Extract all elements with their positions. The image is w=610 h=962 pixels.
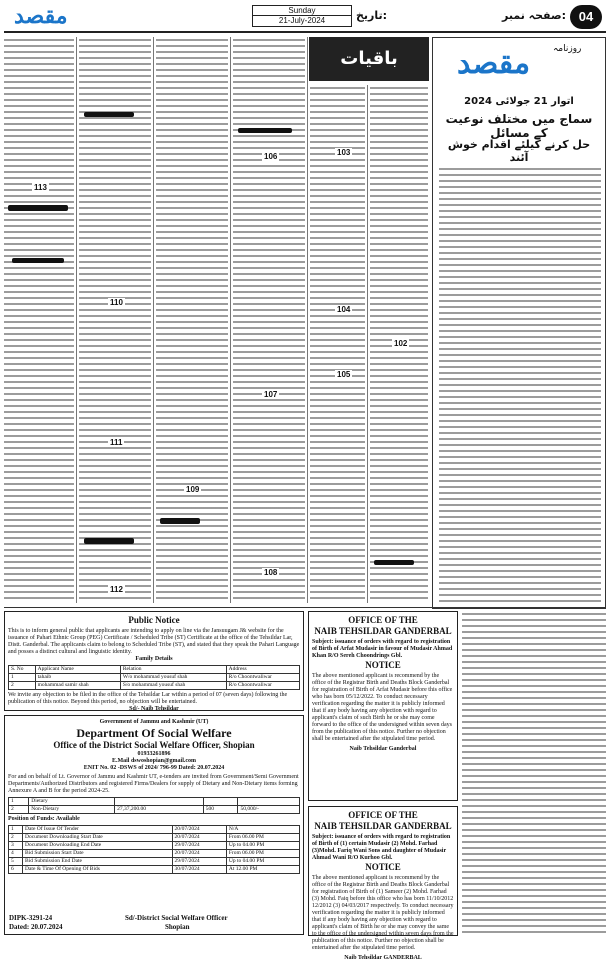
table-row bbox=[9, 842, 300, 850]
funds-position: Position of Funds: Available bbox=[8, 816, 80, 822]
public-notice bbox=[4, 611, 304, 711]
editorial-panel bbox=[432, 37, 606, 609]
edition-label: روزنامہ bbox=[553, 44, 582, 54]
office-phone: 01933261896 bbox=[137, 751, 171, 757]
notice-title: NAIB TEHSILDAR GANDERBAL bbox=[314, 821, 452, 831]
newspaper-logo: مقصد bbox=[14, 3, 68, 29]
table-row bbox=[9, 826, 300, 834]
date-label: تاریخ: bbox=[356, 9, 388, 22]
department-title: Department Of Social Welfare bbox=[76, 726, 232, 740]
date-box bbox=[252, 5, 352, 27]
table-header: Address bbox=[226, 666, 299, 674]
table-cell: 4 bbox=[9, 850, 23, 858]
public-notice-title: Public Notice bbox=[128, 615, 180, 625]
table-cell: 1 bbox=[9, 826, 23, 834]
table-header: Applicant Name bbox=[35, 666, 120, 674]
text-column-5 bbox=[310, 85, 365, 603]
table-cell: 1 bbox=[9, 674, 36, 682]
table-cell: 3 bbox=[9, 842, 23, 850]
continuation-number: 104 bbox=[337, 305, 351, 314]
table-row bbox=[9, 806, 300, 814]
table-cell: 30/07/2024 bbox=[172, 866, 226, 874]
notice-title: NAIB TEHSILDAR GANDERBAL bbox=[314, 626, 452, 636]
continuation-number: 111 bbox=[110, 438, 123, 447]
editorial-logo: مقصد bbox=[457, 46, 531, 81]
editorial-subheadline: حل کرنے کیلئے اقدام خوش آئند bbox=[447, 138, 591, 164]
continuation-number: 106 bbox=[264, 152, 278, 161]
table-cell: 5 bbox=[9, 858, 23, 866]
public-notice-body: This is to inform general public that applicants are intending to apply on line via the Jansuugam J& website for the issuance of Pahari Ethnic Group (PEG) Certificate / Scheduled Tribe (ST) Certificate at the office of the Tehsildar Lar, Distt. Ganderbal. The applicants claim to belong to Scheduled Tribe (ST), and stated that they speak the Pahari Language and posses a distinct cultural and linguistic identity. bbox=[8, 628, 300, 655]
date-text: 21-July-2024 bbox=[278, 16, 326, 25]
table-row bbox=[9, 834, 300, 842]
tehsil-notice-2 bbox=[308, 806, 458, 961]
table-cell: mohammad samir shah bbox=[35, 682, 120, 690]
table-row bbox=[9, 798, 300, 806]
table-cell: tahaib bbox=[35, 674, 120, 682]
table-cell: 50,000/- bbox=[238, 806, 300, 814]
continuation-number: 107 bbox=[264, 390, 278, 399]
masthead bbox=[4, 3, 606, 33]
table-row bbox=[9, 866, 300, 874]
table-cell: 20/07/2024 bbox=[172, 850, 226, 858]
dipk-number: DIPK-3291-24 bbox=[9, 914, 53, 922]
notice-office: OFFICE OF THE bbox=[348, 810, 418, 820]
schedule-table bbox=[8, 825, 300, 874]
editorial-headline: سماج میں مختلف نوعیت کے مسائل bbox=[445, 112, 593, 140]
office-email: E.Mail dswoshopian@gmail.com bbox=[111, 758, 197, 764]
table-cell: 2 bbox=[9, 682, 36, 690]
table-cell: S/o mohammad yousuf shah bbox=[120, 682, 226, 690]
gov-line: Government of Jammu and Kashmir (UT) bbox=[99, 719, 209, 725]
table-cell: R/o Choontwaliwar bbox=[226, 674, 299, 682]
table-cell: W/o mohammad yousuf shah bbox=[120, 674, 226, 682]
text-column-1 bbox=[4, 37, 74, 603]
tender-intro: For and on behalf of Lt. Governor of Jammu and Kashmir UT, e-tenders are invited from Government/Semi Government Departments/Authorized Distributors and registered Firms/Dealers for supply of Dietary and Non-Dietary items forming Annexure A and B for the period 2024-25. bbox=[8, 774, 299, 794]
table-row bbox=[9, 674, 300, 682]
table-row bbox=[9, 858, 300, 866]
notice-body: The above mentioned applicant is recommend by the office of the Registrar Birth and Deaths Block Ganderbal for registration of Birth of Arfat Mudasir before this office who has born 05/12/2022. To conduct necessary verification regarding the matter it is publicly informed that if any body having any objection with regard to applicant's claim of such Birth he or she may come forward to the office of the undersigned within seven days from the publication of this notice. Further no objection shall be entertained after the stipulated time period. bbox=[312, 673, 453, 742]
notice-heading: NOTICE bbox=[365, 862, 401, 872]
notice-heading: NOTICE bbox=[365, 660, 401, 670]
continuation-number: 102 bbox=[394, 339, 408, 348]
table-cell: 6 bbox=[9, 866, 23, 874]
table-header: Relation bbox=[120, 666, 226, 674]
text-column-4 bbox=[233, 37, 305, 603]
tender-dated: Dated: 20.07.2024 bbox=[9, 923, 63, 931]
continuation-number: 110 bbox=[110, 298, 123, 307]
continuation-number: 105 bbox=[337, 370, 351, 379]
table-cell: 20/07/2024 bbox=[172, 834, 226, 842]
table-cell: Dietary bbox=[29, 798, 115, 806]
office-title: Office of the District Social Welfare Officer, Shopian bbox=[53, 740, 255, 750]
table-cell: From 06.00 PM bbox=[226, 850, 299, 858]
notice-signature: Naib Tehsildar GANDERBAL bbox=[344, 955, 422, 961]
table-cell: Document Downloading Start Date bbox=[23, 834, 173, 842]
table-cell: 500 bbox=[203, 806, 238, 814]
notice-body: The above mentioned applicant is recommend by the office of the Registrar Birth and Deaths Block Ganderbal for registration of Birth of (1) Sameer (2) Mohd. Farhad (3) Mohd. Faiq before this office who has born 11/10/2012 12/2012 (3) 04/03/2017 respectively. To conduct necessary verification regarding the matter it is publicly informed that if any body having any objection with regard to applicant's claim of Birth he or she may convey the same to the office of the undersigned within seven days from the publication of this notice. Further no objection shall be entertained after the stipulated time period. bbox=[312, 875, 454, 951]
notice-office: OFFICE OF THE bbox=[348, 615, 418, 625]
table-cell: Date Of Issue Of Tender bbox=[23, 826, 173, 834]
table-cell: Bid Submission End Date bbox=[23, 858, 173, 866]
table-cell: 2 bbox=[9, 806, 29, 814]
table-cell: 27,37,200.00 bbox=[115, 806, 204, 814]
table-row bbox=[9, 682, 300, 690]
continuation-number: 108 bbox=[264, 568, 278, 577]
table-cell: 1 bbox=[9, 798, 29, 806]
table-header: S. No bbox=[9, 666, 36, 674]
table-cell: R/o Choontwaliwar bbox=[226, 682, 299, 690]
family-table bbox=[8, 665, 300, 690]
notice-subject: Subject: issuance of orders with regard to registration of Birth of Arfat Mudasir in favour of Mudasir Ahmad Khan R/O Sereh Choondrings Gbl. bbox=[312, 639, 453, 659]
table-cell: Up to 04.00 PM bbox=[226, 858, 299, 866]
tender-place: Shopian bbox=[165, 923, 190, 931]
continuation-number: 112 bbox=[110, 585, 123, 594]
editorial-date: اتوار 21 جولائی 2024 bbox=[464, 96, 574, 107]
tender-items-table bbox=[8, 797, 300, 814]
table-cell bbox=[115, 798, 204, 806]
table-cell: 20/07/2024 bbox=[172, 826, 226, 834]
text-column-2 bbox=[79, 37, 151, 603]
table-cell bbox=[203, 798, 238, 806]
page-label: صفحہ نمبر: bbox=[502, 9, 566, 22]
notice-signature: Naib Tehsildar Ganderbal bbox=[349, 746, 417, 752]
table-cell: Non-Dietary bbox=[29, 806, 115, 814]
page-number: 04 bbox=[570, 5, 602, 29]
table-cell: Bid Submission Start Date bbox=[23, 850, 173, 858]
tehsil-notice-1 bbox=[308, 611, 458, 801]
table-cell: 29/07/2024 bbox=[172, 858, 226, 866]
table-cell: Date & Time Of Opening Of Bids bbox=[23, 866, 173, 874]
section-banner: باقیات bbox=[309, 37, 429, 81]
table-cell: Document Downloading End Date bbox=[23, 842, 173, 850]
public-notice-signature: Sd/- Naib Tehsildar bbox=[129, 706, 179, 712]
editorial-continuation bbox=[462, 611, 606, 935]
family-table-title: Family Details bbox=[135, 656, 173, 662]
notice-subject: Subject: issuance of orders with regard to registration of Birth of (1) certain Mudasir (2) Mohd. Farhad (3)Mohd. Fariq Wani Sons and daughter of Mudasir Ahmad Wani R/O Kurhoo Gbl. bbox=[312, 834, 451, 861]
public-notice-closing: We invite any objection to be filed in the office of the Tehsildar Lar within a period of 07 (seven days) following the publication of this notice. Beyond this period, no objection will be entertained. bbox=[8, 692, 288, 705]
table-cell: From 06.00 PM bbox=[226, 834, 299, 842]
continuation-number: 109 bbox=[186, 485, 200, 494]
tender-notice bbox=[4, 715, 304, 935]
tender-signature: Sd/-District Social Welfare Officer bbox=[125, 914, 228, 922]
enit-number: ENIT No. 02 -DSWS of 2024/ 796-99 Dated: 20.07.2024 bbox=[83, 765, 225, 771]
day-text: Sunday bbox=[253, 6, 351, 16]
table-cell: At 12.00 PM bbox=[226, 866, 299, 874]
editorial-body bbox=[439, 166, 601, 602]
table-cell bbox=[238, 798, 300, 806]
continuation-number: 113 bbox=[34, 183, 47, 192]
table-cell: 2 bbox=[9, 834, 23, 842]
table-cell: 29/07/2024 bbox=[172, 842, 226, 850]
continuation-number: 103 bbox=[337, 148, 351, 157]
table-row bbox=[9, 850, 300, 858]
table-cell: N/A bbox=[226, 826, 299, 834]
table-cell: Up to 04.00 PM bbox=[226, 842, 299, 850]
